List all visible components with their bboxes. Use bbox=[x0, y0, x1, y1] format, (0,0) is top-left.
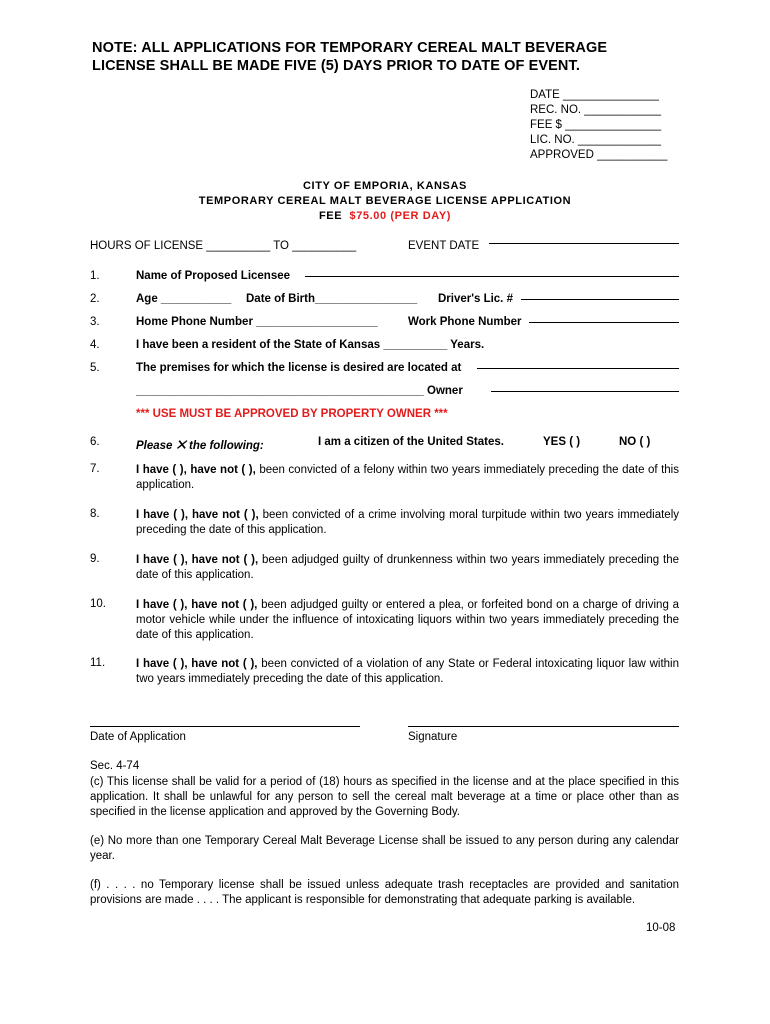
signature-field[interactable] bbox=[408, 726, 679, 727]
have-have-not-choice[interactable]: I have ( ), have not ( ), bbox=[136, 658, 258, 670]
property-owner-note: *** USE MUST BE APPROVED BY PROPERTY OWNER *** bbox=[136, 408, 448, 420]
item-number: 3. bbox=[90, 316, 100, 328]
x-mark-icon: ✕ bbox=[174, 437, 188, 454]
have-have-not-choice[interactable]: I have ( ), have not ( ), bbox=[136, 554, 259, 566]
liquor-text-b: law within two years immediately preceding the date of this application. bbox=[136, 658, 680, 685]
office-approved: APPROVED ___________ bbox=[530, 149, 668, 161]
have-have-not-choice[interactable]: I have ( ), have not ( ), bbox=[136, 599, 258, 611]
section-f-text: (f) . . . . no Temporary license shall be issued unless adequate trash receptacles are provided and sanitation provisions are made . . . . The applicant is responsible for demonstrating that adequate parking is available. bbox=[90, 879, 679, 906]
work-phone-field[interactable] bbox=[529, 322, 679, 323]
form-number: 10-08 bbox=[646, 922, 676, 934]
dob-label: Date of Birth________________ bbox=[246, 293, 418, 305]
vehicle-text-b: of driving a motor vehicle while under the influence of intoxicating liquors within two years bbox=[136, 599, 679, 626]
note-line-1: NOTE: ALL APPLICATIONS FOR TEMPORARY CEREAL MALT BEVERAGE bbox=[92, 40, 608, 56]
item-number: 2. bbox=[90, 293, 100, 305]
date-of-application-field[interactable] bbox=[90, 726, 360, 727]
fee-value: $75.00 (PER DAY) bbox=[349, 210, 452, 222]
moral-text-b: immediately preceding the date of this application. bbox=[136, 509, 679, 536]
item-number: 5. bbox=[90, 362, 100, 374]
home-phone-label: Home Phone Number ___________________ bbox=[136, 316, 378, 328]
citizen-no[interactable]: NO ( ) bbox=[619, 436, 651, 448]
felony-text-a: been convicted of a felony within two years immediately preceding the bbox=[259, 464, 619, 476]
licensee-label: Name of Proposed Licensee bbox=[136, 270, 291, 282]
vehicle-text-c: immediately preceding the date of this application. bbox=[136, 614, 679, 641]
citizen-label: I am a citizen of the United States. bbox=[318, 436, 504, 448]
office-date: DATE _______________ bbox=[530, 89, 659, 101]
hours-of-license: HOURS OF LICENSE __________ TO __________ bbox=[90, 240, 357, 252]
drivers-lic-field[interactable] bbox=[521, 299, 679, 300]
item-number: 10. bbox=[90, 598, 106, 610]
fee-label: FEE bbox=[318, 210, 343, 222]
age-label: Age ___________ bbox=[136, 293, 232, 305]
resident-years-label: I have been a resident of the State of Kansas __________ Years. bbox=[136, 339, 485, 351]
date-of-application-label: Date of Application bbox=[90, 731, 186, 743]
event-date-label: EVENT DATE bbox=[408, 240, 480, 252]
office-fee: FEE $ _______________ bbox=[530, 119, 662, 131]
item-number: 7. bbox=[90, 463, 100, 475]
owner-label: _____________________________________________ Owner bbox=[136, 385, 463, 397]
fee-line bbox=[0, 210, 770, 222]
felony-text-b: date of this application. bbox=[136, 464, 679, 491]
office-lic-no: LIC. NO. _____________ bbox=[530, 134, 662, 146]
signature-label: Signature bbox=[408, 731, 458, 743]
please-mark-instruction bbox=[136, 436, 264, 454]
citizen-yes[interactable]: YES ( ) bbox=[543, 436, 581, 448]
moral-text-a: been convicted of a crime involving moral turpitude within two years bbox=[262, 509, 614, 521]
have-have-not-choice[interactable]: I have ( ), have not ( ), bbox=[136, 464, 256, 476]
liquor-text-a: been convicted of a violation of any State or Federal intoxicating liquor bbox=[261, 658, 625, 670]
drunk-text-a: been adjudged guilty of drunkenness within two years immediately bbox=[262, 554, 605, 566]
moral-turpitude-question bbox=[136, 508, 679, 538]
note-line-2: LICENSE SHALL BE MADE FIVE (5) DAYS PRIOR TO DATE OF EVENT. bbox=[92, 58, 580, 74]
section-e-text: (e) No more than one Temporary Cereal Malt Beverage License shall be issued to any person during any calendar year. bbox=[90, 835, 679, 862]
item-number: 1. bbox=[90, 270, 100, 282]
item-number: 6. bbox=[90, 436, 100, 448]
the-following-label: the following: bbox=[189, 440, 264, 452]
item-number: 4. bbox=[90, 339, 100, 351]
event-date-field[interactable] bbox=[489, 243, 679, 244]
city-heading: CITY OF EMPORIA, KANSAS bbox=[303, 180, 467, 192]
liquor-violation-question bbox=[136, 657, 679, 687]
office-rec-no: REC. NO. ____________ bbox=[530, 104, 662, 116]
drivers-lic-label: Driver's Lic. # bbox=[438, 293, 513, 305]
item-number: 11. bbox=[90, 657, 106, 669]
owner-field[interactable] bbox=[491, 391, 679, 392]
please-label: Please bbox=[136, 440, 173, 452]
section-number: Sec. 4-74 bbox=[90, 760, 140, 772]
felony-question bbox=[136, 463, 679, 493]
drunk-text-b: preceding the date of this application. bbox=[136, 554, 679, 581]
have-have-not-choice[interactable]: I have ( ), have not ( ), bbox=[136, 509, 259, 521]
drunkenness-question bbox=[136, 553, 679, 583]
work-phone-label: Work Phone Number bbox=[408, 316, 522, 328]
premises-label: The premises for which the license is desired are located at bbox=[136, 362, 462, 374]
item-number: 8. bbox=[90, 508, 100, 520]
form-title: TEMPORARY CEREAL MALT BEVERAGE LICENSE APPLICATION bbox=[198, 195, 572, 207]
licensee-field[interactable] bbox=[305, 276, 679, 277]
premises-field[interactable] bbox=[477, 368, 679, 369]
vehicle-text-a: been adjudged guilty or entered a plea, or forfeited bond on a charge bbox=[261, 599, 618, 611]
section-c-text: (c) This license shall be valid for a period of (18) hours as specified in the license and at the place specified in this application. It shall be unlawful for any person to sell the cereal malt beverage at a time or place other than as specified in the license application and approved by the Governing Body. bbox=[90, 776, 679, 818]
dui-question bbox=[136, 598, 679, 643]
item-number: 9. bbox=[90, 553, 100, 565]
